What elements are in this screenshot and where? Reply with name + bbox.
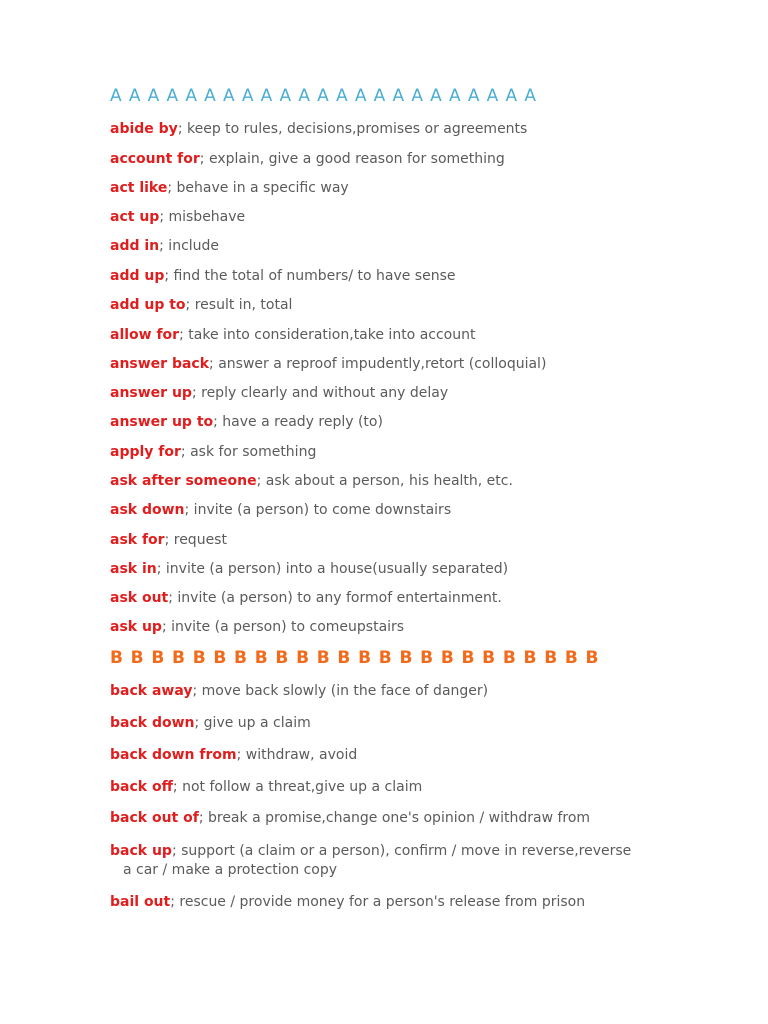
entry-term: abide by (110, 121, 178, 137)
entry-definition: ; invite (a person) to come downstairs (184, 502, 452, 518)
entry-definition: ; support (a claim or a person), confirm / move in reverse,reverse (171, 843, 632, 859)
entry-term: answer back (110, 356, 210, 372)
entry-definition: ; misbehave (159, 209, 246, 225)
entry-definition: ; withdraw, avoid (236, 747, 358, 763)
entry-back-up (110, 842, 730, 880)
entry-term: back away (110, 683, 193, 699)
entry-definition: ; move back slowly (in the face of danger) (192, 683, 489, 699)
entry-back-away (110, 682, 730, 701)
entry-term: add up (110, 268, 165, 284)
entry-term: back down (110, 715, 195, 731)
entry-definition: ; ask about a person, his health, etc. (256, 473, 513, 489)
entry-term: act up (110, 209, 160, 225)
entry-definition: ; result in, total (185, 297, 293, 313)
entry-term: bail out (110, 894, 171, 910)
entry-ask-out (110, 589, 730, 608)
entry-term: back out of (110, 810, 199, 826)
entry-definition: ; rescue / provide money for a person's release from prison (170, 894, 586, 910)
entry-term: ask after someone (110, 473, 257, 489)
entry-add-in (110, 237, 730, 256)
entry-ask-for (110, 531, 730, 550)
entry-definition: ; take into consideration,take into account (179, 327, 476, 343)
entry-act-like (110, 179, 730, 198)
entry-act-up (110, 208, 730, 227)
entry-term: answer up (110, 385, 192, 401)
entry-answer-up-to (110, 413, 730, 432)
entry-definition: ; invite (a person) to any formof entertainment. (168, 590, 502, 606)
entry-definition: ; invite (a person) into a house(usually separated) (156, 561, 509, 577)
section-header-a: A A A A A A A A A A A A A A A A A A A A A A A (110, 86, 537, 106)
entry-definition: ; explain, give a good reason for something (199, 151, 505, 167)
entry-back-off (110, 778, 730, 797)
entry-bail-out (110, 893, 730, 912)
entry-term: ask out (110, 590, 169, 606)
entry-definition: ; behave in a specific way (167, 180, 349, 196)
section-header-b: B B B B B B B B B B B B B B B B B B B B B B B B (110, 648, 600, 668)
entry-term: ask in (110, 561, 157, 577)
entry-term: act like (110, 180, 168, 196)
entry-definition-continued: a car / make a protection copy (123, 862, 337, 878)
entry-term: ask up (110, 619, 162, 635)
entry-apply-for (110, 443, 730, 462)
entry-term: account for (110, 151, 200, 167)
entry-ask-after-someone (110, 472, 730, 491)
entry-definition: ; answer a reproof impudently,retort (colloquial) (209, 356, 547, 372)
entry-back-down (110, 714, 730, 733)
entry-definition: ; not follow a threat,give up a claim (172, 779, 423, 795)
entry-term: add in (110, 238, 160, 254)
entry-answer-up (110, 384, 730, 403)
entry-answer-back (110, 355, 730, 374)
entry-definition: ; have a ready reply (to) (213, 414, 383, 430)
entry-back-out-of (110, 809, 730, 828)
entry-definition: ; invite (a person) to comeupstairs (161, 619, 405, 635)
entry-term: back up (110, 843, 172, 859)
entry-definition: ; keep to rules, decisions,promises or agreements (177, 121, 528, 137)
entry-term: ask down (110, 502, 185, 518)
entry-term: back off (110, 779, 173, 795)
entry-definition: ; find the total of numbers/ to have sense (164, 268, 456, 284)
entry-ask-down (110, 501, 730, 520)
entry-add-up-to (110, 296, 730, 315)
entry-ask-in (110, 560, 730, 579)
entry-definition: ; break a promise,change one's opinion / withdraw from (198, 810, 591, 826)
entry-account-for (110, 150, 730, 169)
entry-term: back down from (110, 747, 237, 763)
entry-allow-for (110, 326, 730, 345)
entry-term: answer up to (110, 414, 214, 430)
entry-term: ask for (110, 532, 165, 548)
entry-definition: ; request (164, 532, 227, 548)
entry-term: apply for (110, 444, 181, 460)
entry-add-up (110, 267, 730, 286)
entry-ask-up (110, 618, 730, 637)
entry-definition: ; give up a claim (194, 715, 311, 731)
entry-definition: ; ask for something (180, 444, 317, 460)
entry-term: add up to (110, 297, 186, 313)
entry-definition: ; reply clearly and without any delay (191, 385, 449, 401)
entry-back-down-from (110, 746, 730, 765)
entry-definition: ; include (159, 238, 220, 254)
entry-abide-by (110, 120, 730, 139)
entry-term: allow for (110, 327, 180, 343)
